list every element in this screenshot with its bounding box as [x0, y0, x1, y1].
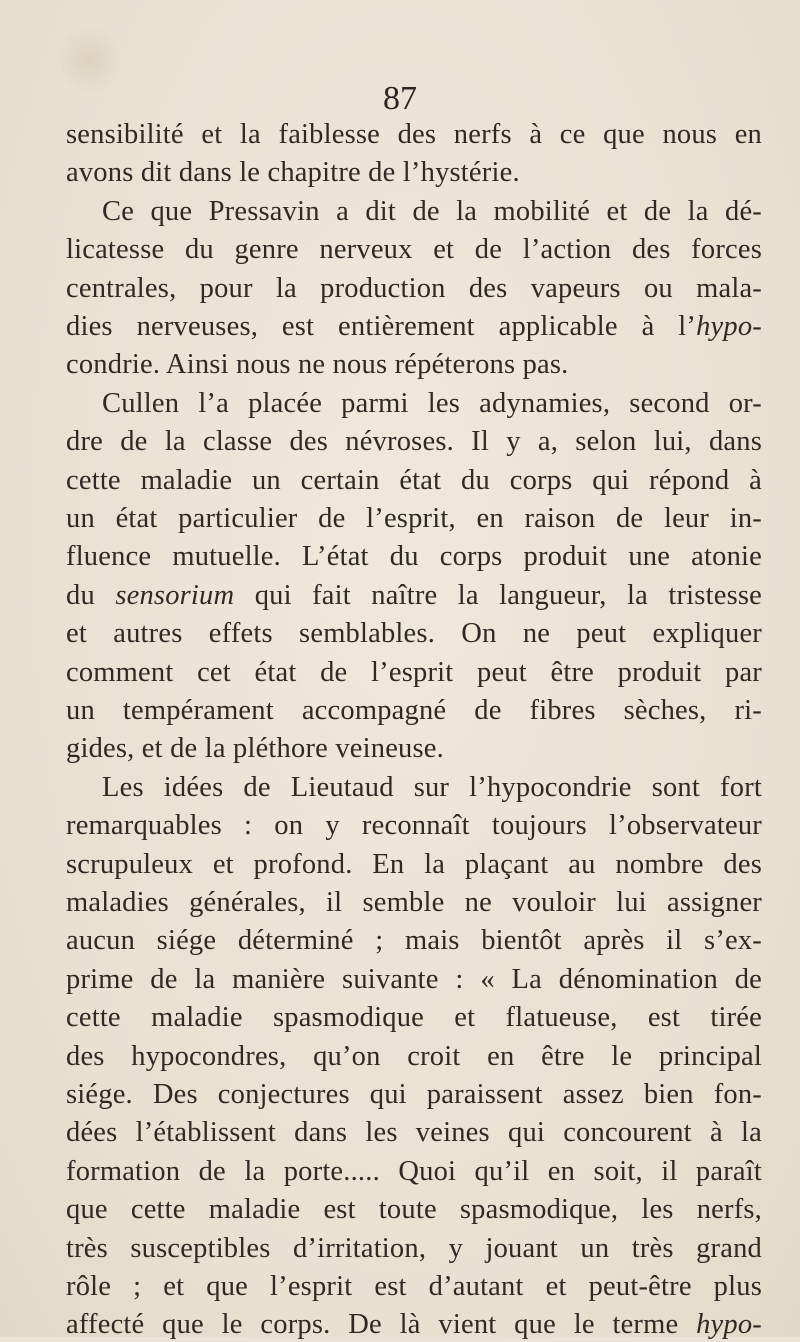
- text-line: maladies générales, il semble ne vouloir lui assigner: [66, 887, 762, 918]
- text-line: fluence mutuelle. L’état du corps produit une atonie: [66, 541, 762, 573]
- paragraph-start-line: Cullen l’a placée parmi les adynamies, second or-: [102, 387, 762, 419]
- text-line: aucun siége déterminé ; mais bientôt après il s’ex-: [66, 925, 762, 957]
- paragraph-start-line: Ce que Pressavin a dit de la mobilité et de la dé-: [102, 195, 762, 227]
- text-line: et autres effets semblables. On ne peut expliquer: [66, 618, 762, 650]
- text-line: avons dit dans le chapitre de l’hystérie.: [66, 157, 520, 189]
- text-line: scrupuleux et profond. En la plaçant au nombre des: [66, 848, 762, 880]
- paragraph-start-line: Les idées de Lieutaud sur l’hypocondrie sont fort: [102, 771, 762, 803]
- text-line: cette maladie spasmodique et flatueuse, est tirée: [66, 1002, 762, 1034]
- text-line: condrie. Ainsi nous ne nous répéterons pas.: [66, 349, 569, 381]
- text-line: dies nerveuses, est entièrement applicable à l’hypo-: [66, 311, 762, 342]
- text-line: remarquables : on y reconnaît toujours l’observateur: [66, 810, 762, 842]
- text-line: un tempérament accompagné de fibres sèches, ri-: [66, 695, 762, 726]
- text-line: licatesse du genre nerveux et de l’action des forces: [66, 234, 762, 266]
- text-line: prime de la manière suivante : « La dénomination de: [66, 963, 762, 995]
- text-line: rôle ; et que l’esprit est d’autant et peut-être plus: [66, 1271, 762, 1302]
- text-line: formation de la porte..... Quoi qu’il en soit, il paraît: [66, 1155, 762, 1187]
- text-line: affecté que le corps. De là vient que le terme hypo-: [66, 1309, 762, 1341]
- text-line: siége. Des conjectures qui paraissent assez bien fon-: [66, 1079, 762, 1110]
- text-line: que cette maladie est toute spasmodique, les nerfs,: [66, 1194, 762, 1226]
- text-line: dées l’établissent dans les veines qui concourent à la: [66, 1117, 762, 1149]
- text-line: dre de la classe des névroses. Il y a, selon lui, dans: [66, 426, 762, 458]
- text-line: un état particulier de l’esprit, en raison de leur in-: [66, 503, 762, 534]
- page-number: 87: [383, 80, 417, 117]
- text-line: centrales, pour la production des vapeurs ou mala-: [66, 272, 762, 304]
- text-line: gides, et de la pléthore veineuse.: [66, 733, 444, 765]
- text-line: cette maladie un certain état du corps qui répond à: [66, 464, 762, 496]
- text-line: sensibilité et la faiblesse des nerfs à ce que nous en: [66, 119, 762, 150]
- text-line: des hypocondres, qu’on croit en être le principal: [66, 1040, 762, 1072]
- text-line: du sensorium qui fait naître la langueur, la tristesse: [66, 579, 762, 611]
- text-line: comment cet état de l’esprit peut être produit par: [66, 656, 762, 688]
- text-line: très susceptibles d’irritation, y jouant un très grand: [66, 1232, 762, 1264]
